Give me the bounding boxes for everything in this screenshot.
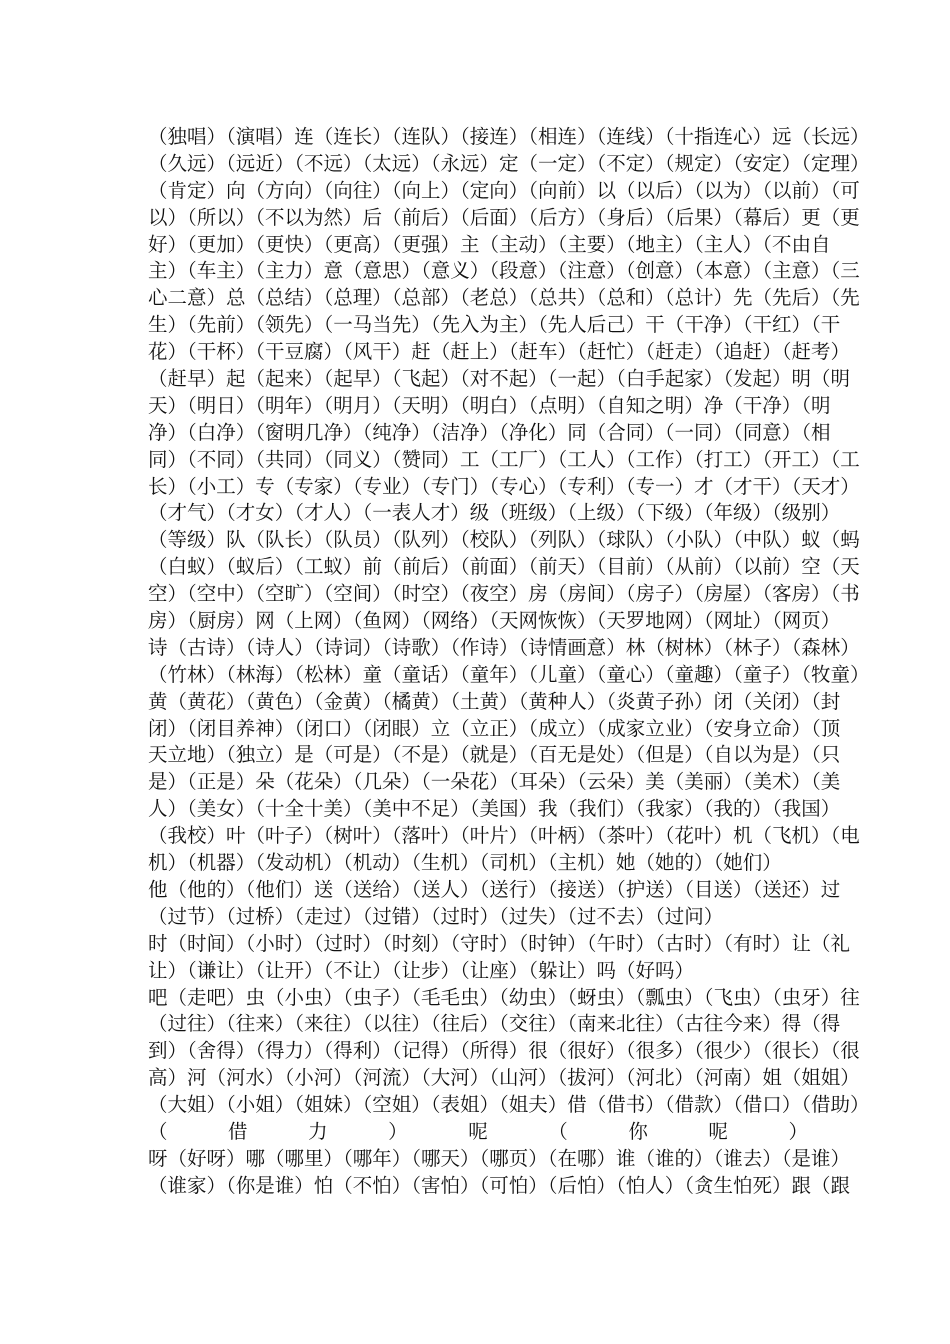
text-line: 同）（不同）（共同）（同义）（赞同）工（工厂）（工人）（工作）（打工）（开工）（工 — [148, 447, 860, 471]
text-line: 房）（厨房）网（上网）（鱼网）（网络）（天网恢恢）（天罗地网）（网址）（网页） — [148, 609, 841, 633]
text-line: （白蚁）（蚁后）（工蚁）前（前后）（前面）（前天）（目前）（从前）（以前）空（天 — [148, 555, 860, 579]
text-line: 天立地）（独立）是（可是）（不是）（就是）（百无是处）（但是）（自以为是）（只 — [148, 743, 841, 767]
text-line: 主）（车主）（主力）意（意思）（意义）（段意）（注意）（创意）（本意）（主意）（三 — [148, 259, 860, 283]
text-line: 好）（更加）（更快）（更高）（更强）主（主动）（主要）（地主）（主人）（不由自 — [148, 232, 831, 256]
text-line: 人）（美女）（十全十美）（美中不足）（美国）我（我们）（我家）（我的）（我国） — [148, 797, 841, 821]
text-line: 他（他的）（他们）送（送给）（送人）（送行）（接送）（护送）（目送）（送还）过 — [148, 877, 841, 901]
text-line: 空）（空中）（空旷）（空间）（时空）（夜空）房（房间）（房子）（房屋）（客房）（书 — [148, 582, 860, 606]
text-line: 黄（黄花）（黄色）（金黄）（橘黄）（土黄）（黄种人）（炎黄子孙）闭（关闭）（封 — [148, 689, 841, 713]
text-line: 是）（正是）朵（花朵）（几朵）（一朵花）（耳朵）（云朵）美（美丽）（美术）（美 — [148, 770, 841, 794]
text-line: 到）（舍得）（得力）（得利）（记得）（所得）很（很好）（很多）（很少）（很长）（很 — [148, 1039, 860, 1063]
text-line: （大姐）（小姐）（姐妹）（空姐）（表姐）（姐夫）借（借书）（借款）（借口）（借助） — [148, 1093, 870, 1117]
text-line: 诗（古诗）（诗人）（诗词）（诗歌）（作诗）（诗情画意）林（树林）（林子）（森林） — [148, 635, 860, 659]
text-line: 闭）（闭目养神）（闭口）（闭眼）立（立正）（成立）（成家立业）（安身立命）（顶 — [148, 716, 841, 740]
text-line: （我校）叶（叶子）（树叶）（落叶）（叶片）（叶柄）（茶叶）（花叶）机（飞机）（电 — [148, 824, 860, 848]
text-line: 生）（先前）（领先）（一马当先）（先入为主）（先人后己）干（干净）（干红）（干 — [148, 313, 841, 337]
text-line: （竹林）（林海）（松林）童（童话）（童年）（儿童）（童心）（童趣）（童子）（牧童） — [148, 662, 870, 686]
text-line: （肯定）向（方向）（向往）（向上）（定向）（向前）以（以后）（以为）（以前）（可 — [148, 178, 860, 202]
text-line: 净）（白净）（窗明几净）（纯净）（洁净）（净化）同（合同）（一同）（同意）（相 — [148, 420, 831, 444]
text-line: 以）（所以）（不以为然）后（前后）（后面）（后方）（身后）（后果）（幕后）更（更 — [148, 205, 860, 229]
text-line: 呀（好呀）哪（哪里）（哪年）（哪天）（哪页）（在哪）谁（谁的）（谁去）（是谁） — [148, 1146, 851, 1170]
text-line: （才气）（才女）（才人）（一表人才）级（班级）（上级）（下级）（年级）（级别） — [148, 501, 841, 525]
text-line: 时（时间）（小时）（过时）（时刻）（守时）（时钟）（午时）（古时）（有时）让（礼 — [148, 931, 851, 955]
text-line: （过节）（过桥）（走过）（过错）（过时）（过失）（过不去）（过问） — [148, 904, 724, 928]
text-line: 花）（干杯）（干豆腐）（风干）赶（赶上）（赶车）（赶忙）（赶走）（追赶）（赶考） — [148, 340, 851, 364]
text-line: 长）（小工）专（专家）（专业）（专门）（专心）（专利）（专一）才（才干）（天才） — [148, 474, 860, 498]
text-line: （独唱）（演唱）连（连长）（连队）（接连）（相连）（连线）（十指连心）远（长远） — [148, 125, 870, 148]
text-line: 让）（谦让）（让开）（不让）（让步）（让座）（躲让）吗（好吗） — [148, 958, 695, 982]
text-line: （久远）（远近）（不远）（太远）（永远）定（一定）（不定）（规定）（安定）（定理） — [148, 151, 870, 175]
text-line: （借力）呢（你呢） — [148, 1119, 808, 1143]
text-line: （等级）队（队长）（队员）（队列）（校队）（列队）（球队）（小队）（中队）蚁（蚂 — [148, 528, 860, 552]
text-line: 高）河（河水）（小河）（河流）（大河）（山河）（拔河）（河北）（河南）姐（姐姐） — [148, 1066, 860, 1090]
text-line: （谁家）（你是谁）怕（不怕）（害怕）（可怕）（后怕）（怕人）（贪生怕死）跟（跟 — [148, 1173, 851, 1197]
text-line: 机）（机器）（发动机）（机动）（生机）（司机）（主机）她（她的）（她们） — [148, 851, 782, 875]
text-line: （赶早）起（起来）（起早）（飞起）（对不起）（一起）（白手起家）（发起）明（明 — [148, 367, 851, 391]
text-line: 吧（走吧）虫（小虫）（虫子）（毛毛虫）（幼虫）（蚜虫）（瓢虫）（飞虫）（虫牙）往 — [148, 985, 860, 1009]
text-line: 天）（明日）（明年）（明月）（天明）（明白）（点明）（自知之明）净（干净）（明 — [148, 393, 831, 417]
text-line: 心二意）总（总结）（总理）（总部）（老总）（总共）（总和）（总计）先（先后）（先 — [148, 286, 860, 310]
text-line: （过往）（往来）（来往）（以往）（往后）（交往）（南来北往）（古往今来）得（得 — [148, 1012, 841, 1036]
document-text — [148, 124, 870, 1200]
